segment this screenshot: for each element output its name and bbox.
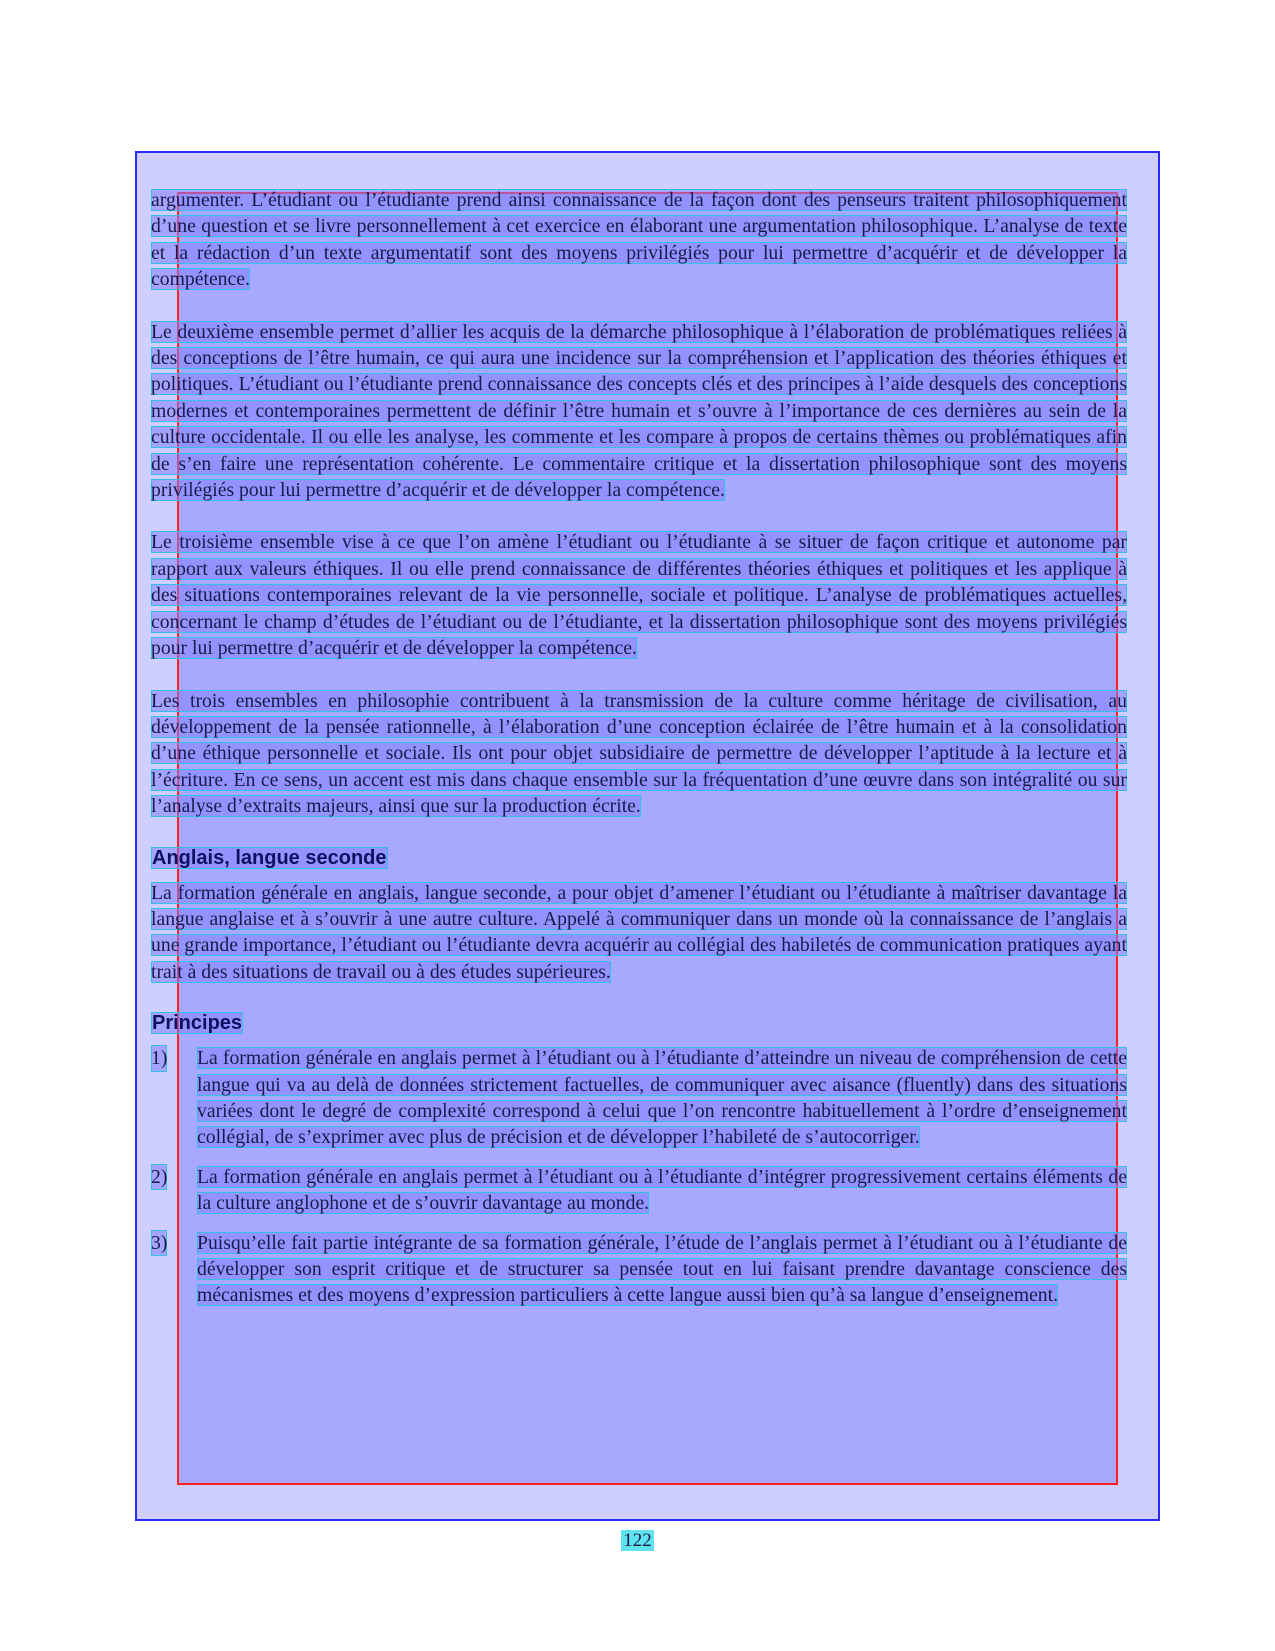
section-heading-principes: Principes: [152, 1012, 243, 1035]
section-heading-anglais: Anglais, langue seconde: [152, 846, 387, 869]
principle-number: 2): [151, 1164, 167, 1190]
principle-number: 1): [151, 1045, 167, 1071]
principle-number: 3): [151, 1230, 167, 1256]
paragraph-3: [151, 529, 1127, 661]
paragraph-text: argumenter. L’étudiant ou l’étudiante prend ainsi connaissance de la façon dont des penseurs traitent philosophiquement d’une question et se livre personnellement à cet exercice en élaborant une argumentation philosophique. L’analyse de texte et la rédaction d’un texte argumentatif sont des moyens privilégiés pour lui permettre d’acquérir et de développer la compétence.: [151, 189, 1127, 291]
principle-text: La formation générale en anglais permet à l’étudiant ou à l’étudiante d’atteindre un niveau de compréhension de cette langue qui va au delà de données strictement factuelles, de communiquer avec aisance (fluently) dans des situations variées dont le degré de complexité correspond à celui que l’on rencontre habituellement à l’ordre d’enseignement collégial, de s’exprimer avec plus de précision et de développer l’habileté de s’autocorriger.: [197, 1047, 1127, 1149]
paragraph-4: [151, 688, 1127, 820]
principle-text: La formation générale en anglais permet à l’étudiant ou à l’étudiante d’intégrer progressivement certains éléments de la culture anglophone et de s’ouvrir davantage au monde.: [197, 1165, 1127, 1215]
paragraph-text: Le troisième ensemble vise à ce que l’on amène l’étudiant ou l’étudiante à se situer de façon critique et autonome par rapport aux valeurs éthiques. Il ou elle prend connaissance de différentes théories éthiques et politiques et les applique à des situations contemporaines relevant de la vie personnelle, sociale et politique. L’analyse de problématiques actuelles, concernant le champ d’études de l’étudiant ou de l’étudiante, et la dissertation philosophique sont des moyens privilégiés pour lui permettre d’acquérir et de développer la compétence.: [151, 531, 1127, 660]
paragraph-2: [151, 319, 1127, 504]
principle-item-1: [151, 1045, 1127, 1151]
paragraph-anglais: [151, 880, 1127, 986]
principle-text: Puisqu’elle fait partie intégrante de sa formation générale, l’étude de l’anglais permet à l’étudiant ou à l’étudiante de développer son esprit critique et de structurer sa pensée tout en lui faisant prendre davantage conscience des mécanismes et des moyens d’expression particuliers à cette langue aussi bien qu’à sa langue d’enseignement.: [197, 1231, 1127, 1307]
paragraph-text: Les trois ensembles en philosophie contribuent à la transmission de la culture comme héritage de civilisation, au développement de la pensée rationnelle, à l’élaboration d’une conception éclairée de l’être humain et à la consolidation d’une éthique personnelle et sociale. Ils ont pour objet subsidiaire de permettre de développer l’aptitude à la lecture et à l’écriture. En ce sens, un accent est mis dans chaque ensemble sur la fréquentation d’une œuvre dans son intégralité ou sur l’analyse d’extraits majeurs, ainsi que sur la production écrite.: [151, 689, 1127, 818]
document-body: [151, 187, 1127, 1322]
paragraph-text: La formation générale en anglais, langue seconde, a pour objet d’amener l’étudiant ou l’étudiante à maîtriser davantage la langue anglaise et à s’ouvrir à une autre culture. Appelé à communiquer dans un monde où la connaissance de l’anglais a une grande importance, l’étudiant ou l’étudiante devra acquérir au collégial des habiletés de communication pratiques ayant trait à des situations de travail ou à des études supérieures.: [151, 881, 1127, 983]
paragraph-1: [151, 187, 1127, 293]
principle-item-2: [151, 1164, 1127, 1217]
principle-item-3: [151, 1230, 1127, 1309]
page-number: 122: [623, 1530, 652, 1551]
paragraph-text: Le deuxième ensemble permet d’allier les acquis de la démarche philosophique à l’élaboration de problématiques reliées à des conceptions de l’être humain, ce qui aura une incidence sur la compréhension et l’application des théories éthiques et politiques. L’étudiant ou l’étudiante prend connaissance des concepts clés et des principes à l’aide desquels des conceptions modernes et contemporaines permettent de définir l’être humain et s’ouvre à l’importance de ces dernières au sein de la culture occidentale. Il ou elle les analyse, les commente et les compare à propos de certains thèmes ou problématiques afin de s’en faire une représentation cohérente. Le commentaire critique et la dissertation philosophique sont des moyens privilégiés pour lui permettre d’acquérir et de développer la compétence.: [151, 320, 1127, 502]
